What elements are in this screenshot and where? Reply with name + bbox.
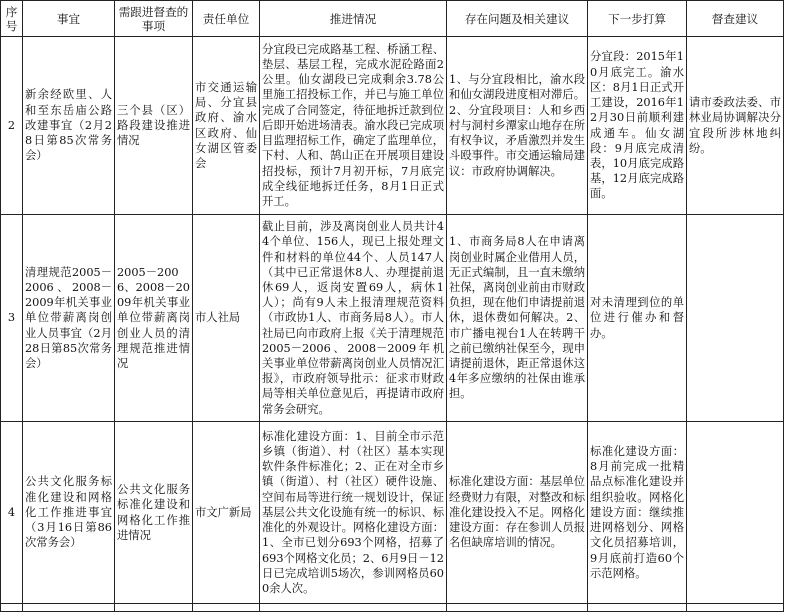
header-row: [1, 1, 784, 37]
row-next: 标准化建设方面：8月前完成一批精品点标准化建设并组织验收。网格化建设方面：继续推进网格划分、网格文化员招募培训，9月底前打造60个示范网格。: [588, 422, 687, 604]
row-cell-empty: [687, 604, 784, 612]
row-cell-empty: [588, 604, 687, 612]
row-matter: 公共文化服务标准化建设和网格化工作推进事宜（3月16日第86次常务会）: [23, 422, 115, 604]
row-issues: 标准化建设方面：基层单位经费财力有限，对整改和标准化建设投入不足。网格化建设方面：存在参训人员报名但缺席培训的情况。: [447, 422, 588, 604]
row-issues: 1、市商务局8人在申请离岗创业时属企业借用人员，无正式编制，且一直未缴纳社保，离岗创业前由市财政负担，现在他们申请提前退休，退休费如何解决。2、市广播电视台1人在转聘干之前已缴纳社保至今，现申请提前退休，距正常退休这4年多应缴纳的社保由谁承担。: [447, 215, 588, 422]
col-header-issues: 存在问题及相关建议: [447, 1, 588, 37]
row-number: 3: [1, 215, 23, 422]
row-suggest: [687, 422, 784, 604]
row-unit: 市交通运输局、分宜县政府、渝水区政府、仙女湖区管委会: [193, 37, 260, 215]
row-unit: 市人社局: [193, 215, 260, 422]
row-cell-empty: [23, 604, 115, 612]
row-item: 三个县（区）路段建设推进情况: [115, 37, 193, 215]
table-row: [1, 215, 784, 422]
row-next: 对未清理到位的单位进行催办和督办。: [588, 215, 687, 422]
row-progress: 标准化建设方面：1、目前全市示范乡镇（街道）、村（社区）基本实现软件条件标准化；2、正在对全市乡镇（街道）、村（社区）硬件设施、空间布局等进行统一规划设计，保证基层公共文化设施有统一的标识、标准化的外观设计。网格化建设方面：1、全市已划分693个网格，招募了693个网格文化员；2、6月9日－12日已完成培训5场次，参训网格员600余人次。: [260, 422, 447, 604]
row-progress: 分宜段已完成路基工程、桥涵工程、垫层、基层工程，完成水泥砼路面2公里。仙女湖段已完成剩余3.78公里施工招投标工作，并已与施工单位完成了合同签定，待征地拆迁款到位后即开始进场清表。渝水段已完成项目监理招标工作，确定了监理单位，下村、人和、鹄山正在开展项目建设招投标，预计7月初开标，7月底完成全线征地拆迁任务，8月1日正式开工。: [260, 37, 447, 215]
row-suggest: [687, 215, 784, 422]
row-cell-empty: [193, 604, 260, 612]
row-cell-empty: [1, 604, 23, 612]
row-issues: 1、与分宜段相比，渝水段和仙女湖段进度相对滞后。2、分宜段项目：人和乡西村与洞村乡潭家山地存在所有权争议，矛盾激烈并发生斗殴事件。市交通运输局建议：市政府协调解决。: [447, 37, 588, 215]
row-cell-empty: [447, 604, 588, 612]
row-unit: 市文广新局: [193, 422, 260, 604]
row-next: 分宜段：2015年10月底完工。渝水区：8月1日正式开工建设，2016年12月30日前顺利建成通车。仙女湖段：9月底完成清表，10月底完成路基，12月底完成路面。: [588, 37, 687, 215]
col-header-item: 需跟进督查的事项: [115, 1, 193, 37]
row-progress: 截止目前，涉及离岗创业人员共计44个单位、156人，现已上报处理文件和材料的单位44个、人员147人（其中已正常退休8人、办理提前退休69人，返岗安置69人，病休1人）；尚有9人未上报清理规范资料（市政协1人、市商务局8人）。市人社局已向市政府上报《关于清理规范2005－2006、2008－2009年机关事业单位带薪离岗创业人员情况汇报》，市政府领导批示：征求市财政局等相关单位意见后，再提请市政府常务会研究。: [260, 215, 447, 422]
row-matter: 新余经欧里、人和至东岳庙公路改建事宜（2月28日第85次常务会）: [23, 37, 115, 215]
row-matter: 清理规范2005－2006、2008－2009年机关事业单位带薪离岗创业人员事宜（2月28日第85次常务会）: [23, 215, 115, 422]
col-header-next: 下一步打算: [588, 1, 687, 37]
row-cell-empty: [260, 604, 447, 612]
row-item: 2005－2006、2008－2009年机关事业单位带薪离岗创业人员的清理规范推进情况: [115, 215, 193, 422]
table-row: [1, 422, 784, 604]
row-suggest: 请市委政法委、市林业局协调解决分宜段所涉林地纠纷。: [687, 37, 784, 215]
row-number: 4: [1, 422, 23, 604]
row-cell-empty: [115, 604, 193, 612]
table-row: [1, 37, 784, 215]
row-item: 公共文化服务标准化建设和网格化工作推进情况: [115, 422, 193, 604]
col-header-progress: 推进情况: [260, 1, 447, 37]
col-header-matter: 事宜: [23, 1, 115, 37]
row-number: 2: [1, 37, 23, 215]
table-row-partial: [1, 604, 784, 612]
col-header-no: 序号: [1, 1, 23, 37]
col-header-unit: 责任单位: [193, 1, 260, 37]
col-header-suggest: 督查建议: [687, 1, 784, 37]
